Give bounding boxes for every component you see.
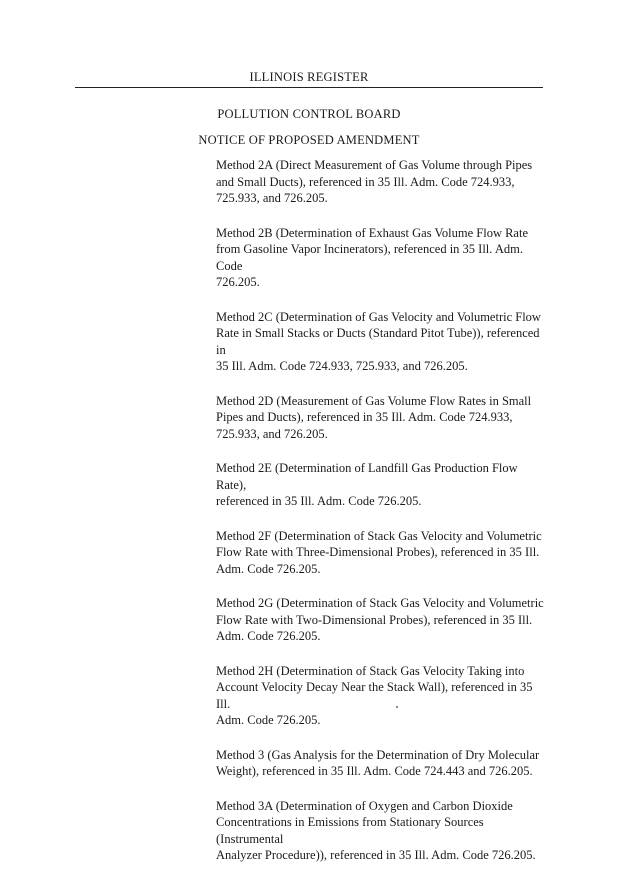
agency-name: POLLUTION CONTROL BOARD (217, 107, 401, 121)
method-entry-2d: Method 2D (Measurement of Gas Volume Flow Rates in Small Pipes and Ducts), referenced in 35 Ill. Adm. Code 724.933, 725.933, and 726.205. (216, 393, 532, 441)
method-entry-2h: Method 2H (Determination of Stack Gas Velocity Taking into Account Velocity Decay Near the Stack Wall), referenced in 35 Ill. Adm. Code 726.205. (216, 663, 533, 727)
page-speck (396, 706, 398, 708)
method-entry-2b: Method 2B (Determination of Exhaust Gas Volume Flow Rate from Gasoline Vapor Incinerators), referenced in 35 Ill. Adm. Code 726.205. (216, 225, 528, 289)
method-entry-2g: Method 2G (Determination of Stack Gas Velocity and Volumetric Flow Rate with Two-Dimensional Probes), referenced in 35 Ill. Adm. Code 726.205. (216, 596, 544, 643)
register-title: ILLINOIS REGISTER (249, 70, 369, 84)
method-entry-2a: Method 2A (Direct Measurement of Gas Volume through Pipes and Small Ducts), referenced in 35 Ill. Adm. Code 724.933, 725.933, and 726.205. (216, 158, 533, 205)
method-entry-3: Method 3 (Gas Analysis for the Determination of Dry Molecular Weight), referenced in 35 Ill. Adm. Code 724.443 and 726.205. (216, 747, 540, 778)
header-divider (75, 87, 543, 88)
method-entry-2e: Method 2E (Determination of Landfill Gas Production Flow Rate), referenced in 35 Ill. Adm. Code 726.205. (216, 461, 518, 508)
notice-heading: NOTICE OF PROPOSED AMENDMENT (198, 133, 420, 147)
method-entry-2c: Method 2C (Determination of Gas Velocity and Volumetric Flow Rate in Small Stacks or Ducts (Standard Pitot Tube)), referenced in 35 Ill. Adm. Code 724.933, 725.933, and 726.205. (216, 309, 541, 373)
method-list (216, 157, 548, 882)
method-entry-2f: Method 2F (Determination of Stack Gas Velocity and Volumetric Flow Rate with Three-Dimensional Probes), referenced in 35 Ill. Adm. Code 726.205. (216, 528, 542, 576)
method-entry-3a: Method 3A (Determination of Oxygen and Carbon Dioxide Concentrations in Emissions from Stationary Sources (Instrumental Analyzer Procedure)), referenced in 35 Ill. Adm. Code 726.205. (216, 798, 536, 862)
